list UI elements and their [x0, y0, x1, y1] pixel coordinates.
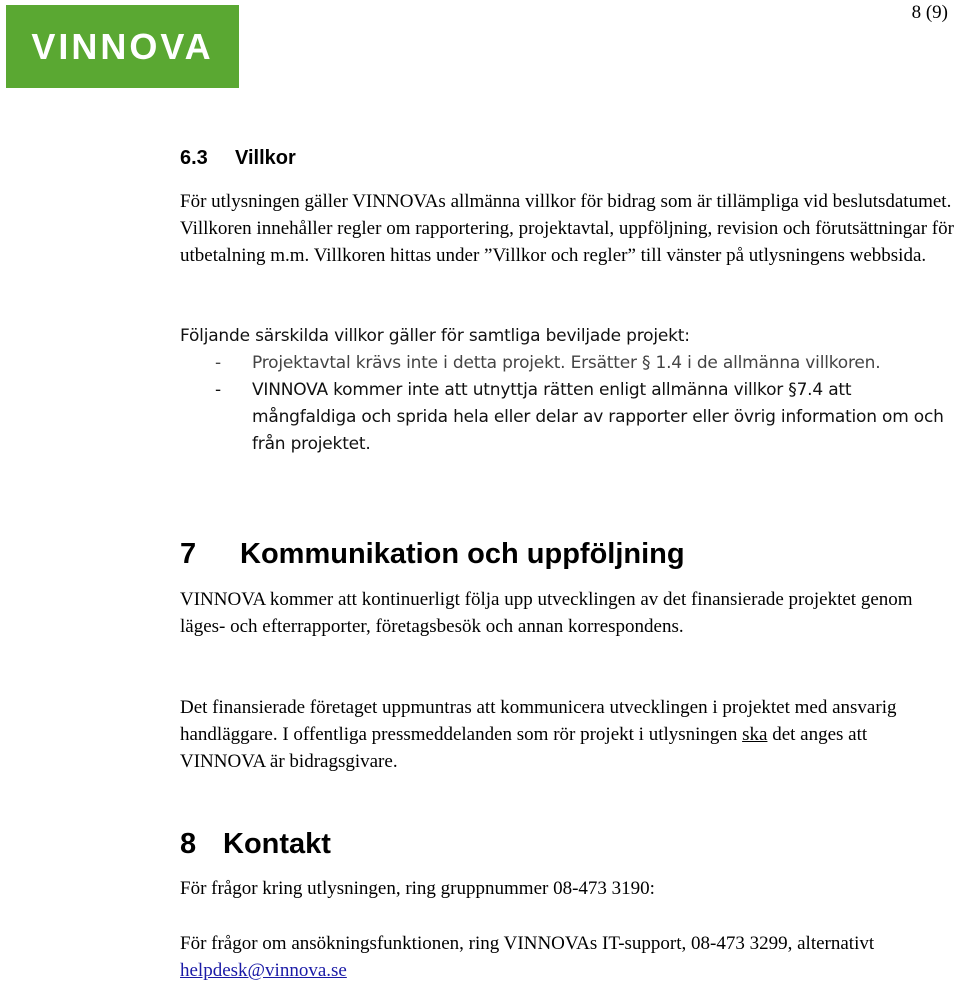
heading-villkor [180, 147, 296, 170]
helpdesk-email-link[interactable]: helpdesk@vinnova.se [180, 960, 347, 981]
heading-title: Kontakt [223, 828, 331, 860]
list-item: - VINNOVA kommer inte att utnyttja rätten enligt allmänna villkor §7.4 att mångfaldiga och sprida hela eller delar av rapporter eller övrig information om och från projektet. [215, 380, 944, 454]
list-item: - Projektavtal krävs inte i detta projekt. Ersätter § 1.4 i de allmänna villkoren. [215, 353, 881, 373]
list-item-text: VINNOVA kommer inte att utnyttja rätten enligt allmänna villkor §7.4 att mångfaldiga och sprida hela eller delar av rapporter eller övrig information om och från projektet. [252, 380, 944, 454]
heading-kontakt [180, 828, 331, 861]
special-conditions-intro: Följande särskilda villkor gäller för samtliga beviljade projekt: [180, 326, 690, 346]
page-number: 8 (9) [911, 2, 948, 23]
list-item-text: Projektavtal krävs inte i detta projekt. Ersätter § 1.4 i de allmänna villkoren. [252, 353, 881, 373]
heading-title: Villkor [235, 147, 296, 169]
heading-kommunikation [180, 538, 685, 571]
kommunikation-paragraph-1: VINNOVA kommer att kontinuerligt följa upp utvecklingen av det finansierade projektet genom läges- och efterrapporter, företagsbesök och annan korrespondens. [180, 589, 913, 637]
logo-text: VINNOVA [31, 25, 214, 67]
paragraph-text: det anges att VINNOVA är bidragsgivare. [180, 724, 868, 772]
heading-number: 7 [180, 538, 197, 570]
heading-number: 8 [180, 828, 197, 860]
paragraph-text: För frågor om ansökningsfunktionen, ring VINNOVAs IT-support, 08-473 3299, alternativt [180, 933, 875, 954]
special-conditions-list [215, 350, 955, 458]
kontakt-paragraph-1: För frågor kring utlysningen, ring gruppnummer 08-473 3190: [180, 878, 655, 899]
kontakt-paragraph-2 [180, 930, 955, 984]
kommunikation-paragraph-2 [180, 694, 955, 775]
underlined-word: ska [742, 724, 768, 745]
vinnova-logo [6, 5, 239, 88]
heading-title: Kommunikation och uppföljning [240, 538, 685, 570]
villkor-paragraph: För utlysningen gäller VINNOVAs allmänna villkor för bidrag som är tillämpliga vid beslutsdatumet. Villkoren innehåller regler om rapportering, projektavtal, uppföljning, revision och förutsättningar för utbetalning m.m. Villkoren hittas under ”Villkor och regler” till vänster på utlysningens webbsida. [180, 191, 954, 266]
heading-number: 6.3 [180, 147, 208, 169]
paragraph-text: Det finansierade företaget uppmuntras att kommunicera utvecklingen i projektet med ansvarig handläggare. I offentliga pressmeddelanden som rör projekt i utlysningen [180, 697, 897, 745]
